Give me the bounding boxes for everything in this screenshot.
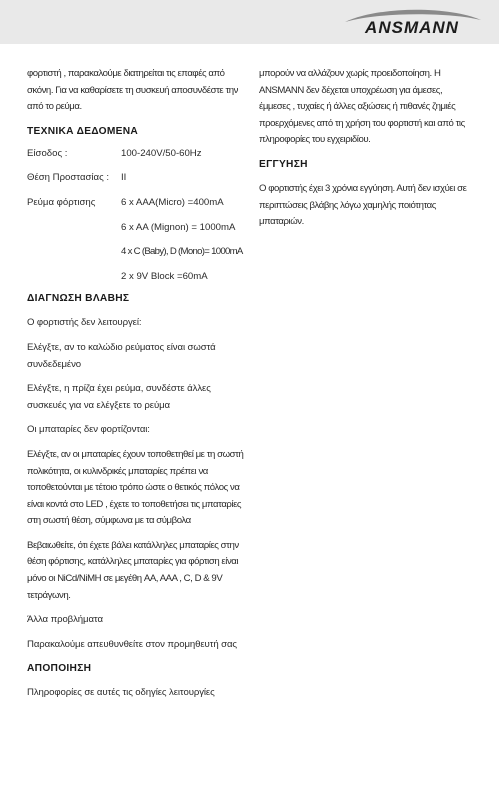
spec-row: [27, 265, 245, 290]
diag-paragraph: Ελέγξτε, η πρίζα έχει ρεύμα, συνδέστε άλλες συσκευές για να ελέγξετε το ρεύμα: [27, 383, 211, 411]
spec-value: 2 x 9V Block =60mA: [121, 270, 208, 282]
spec-value: II: [121, 172, 127, 184]
diag-paragraph: Παρακαλούμε απευθυνθείτε στον προμηθευτή σας: [27, 638, 237, 650]
spec-label: Θέση Προστασίας :: [27, 172, 110, 184]
spec-label: [27, 240, 121, 265]
spec-row: [27, 166, 245, 191]
right-column: [259, 66, 473, 231]
diag-paragraph: Οι μπαταρίες δεν φορτίζονται:: [27, 424, 150, 436]
disposal-heading: ΑΠΟΠΟΙΗΣΗ: [27, 663, 92, 675]
warranty-paragraph: Ο φορτιστής έχει 3 χρόνια εγγύηση. Αυτή δεν ισχύει σε περιπτώσεις βλάβης λόγω χαμηλής ποιότητας μπαταριών.: [259, 182, 467, 228]
intro-paragraph: φορτιστή , παρακαλούμε διατηρείται τις επαφές από σκόνη. Για να καθαρίσετε τη συσκευή αποσυνδέστε την από το ρεύμα.: [27, 68, 239, 113]
left-column: [27, 66, 245, 702]
spec-row: [27, 191, 245, 216]
logo-wordmark: ANSMANN: [365, 18, 459, 37]
spec-value: 100-240V/50-60Hz: [121, 147, 202, 159]
diag-paragraph: Βεβαιωθείτε, ότι έχετε βάλει κατάλληλες μπαταρίες στην θέση φόρτισης, κατάλληλες μπαταρίες για φόρτιση είναι μόνο οι NiCd/NiMH σε μεγέθη AA, AAA , C, D & 9V τετράγωνη.: [27, 539, 239, 601]
diag-paragraph: Ελέγξτε, αν οι μπαταρίες έχουν τοποθετηθεί με τη σωστή πολικότητα, οι κυλινδρικές μπαταρίες πρέπει να τοποθετούνται με τέτοιο τρόπο ώστε ο θετικός πόλος να είναι κοντά στο LED , έχετε το τοποθετήσει τις μπαταρίες στη σωστή θέση, σύμφωνα με τα σύμβολα: [27, 448, 244, 527]
spec-row: [27, 142, 245, 167]
diag-paragraph: Ελέγξτε, αν το καλώδιο ρεύματος είναι σωστά συνδεδεμένο: [27, 341, 216, 370]
warranty-heading: ΕΓΓΥΗΣΗ: [259, 158, 308, 170]
spec-label: [27, 265, 121, 290]
spec-row: [27, 216, 245, 241]
ansmann-logo: [339, 8, 485, 38]
diag-paragraph: Ο φορτιστής δεν λειτουργεί:: [27, 317, 142, 329]
spec-value: 6 x AAA(Micro) =400mA: [121, 196, 224, 208]
spec-label: Ρεύμα φόρτισης: [27, 196, 96, 208]
tech-data-heading: ΤΕΧΝΙΚΑ ΔΕΔΟΜΕΝΑ: [27, 125, 139, 137]
spec-label: Είσοδος :: [27, 147, 68, 159]
spec-value: 6 x AA (Mignon) = 1000mA: [121, 221, 236, 233]
spec-value: 4 x C (Baby), D (Mono)= 1000mA: [121, 246, 243, 258]
spec-label: [27, 216, 121, 241]
continuation-paragraph: μπορούν να αλλάζουν χωρίς προειδοποίηση. Η ANSMANN δεν δέχεται υποχρέωση για άμεσες, έμμεσες , τυχαίες ή άλλες αξιώσεις ή πιθανές ζημιές προερχόμενες από τη χρήση του φορτιστή και από τις πληροφορίες του εγχειριδίου.: [259, 68, 465, 146]
diag-paragraph: Άλλα προβλήματα: [27, 614, 103, 626]
spec-row: [27, 240, 245, 265]
diagnosis-heading: ΔΙΑΓΝΩΣΗ ΒΛΑΒΗΣ: [27, 293, 130, 305]
disposal-text: Πληροφορίες σε αυτές τις οδηγίες λειτουργίες: [27, 687, 215, 699]
